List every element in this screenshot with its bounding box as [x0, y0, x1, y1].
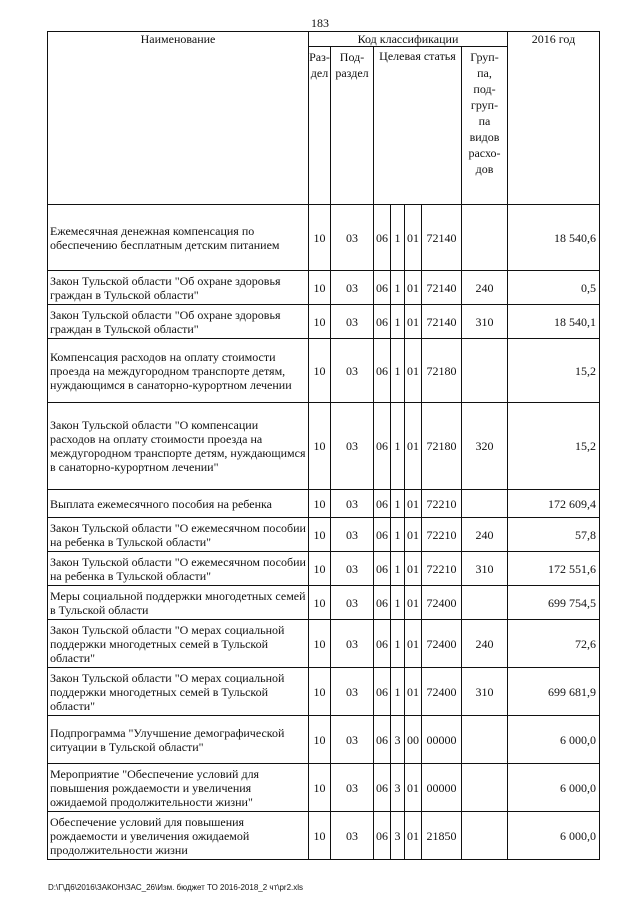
table-row	[48, 812, 600, 860]
cell-vid: 240	[462, 518, 508, 552]
table-row	[48, 518, 600, 552]
cell-vid	[462, 812, 508, 860]
cell-name: Закон Тульской области "Об охране здоровья граждан в Тульской области"	[48, 271, 309, 305]
cell-c3: 01	[405, 586, 422, 620]
cell-c1: 06	[374, 305, 391, 339]
cell-c2: 1	[391, 552, 405, 586]
table-row	[48, 620, 600, 668]
table-row	[48, 205, 600, 271]
cell-amount: 18 540,6	[508, 205, 600, 271]
cell-c4: 72400	[422, 620, 462, 668]
cell-razdel: 10	[309, 271, 331, 305]
cell-vid	[462, 339, 508, 403]
table-row	[48, 764, 600, 812]
cell-amount: 72,6	[508, 620, 600, 668]
cell-c1: 06	[374, 271, 391, 305]
cell-podrazdel: 03	[331, 305, 374, 339]
cell-podrazdel: 03	[331, 716, 374, 764]
cell-c4: 72210	[422, 490, 462, 518]
cell-c4: 72140	[422, 305, 462, 339]
table-row	[48, 339, 600, 403]
cell-vid	[462, 716, 508, 764]
cell-c1: 06	[374, 205, 391, 271]
cell-razdel: 10	[309, 490, 331, 518]
cell-podrazdel: 03	[331, 668, 374, 716]
cell-vid: 320	[462, 403, 508, 490]
cell-podrazdel: 03	[331, 339, 374, 403]
cell-c3: 01	[405, 764, 422, 812]
cell-c2: 1	[391, 668, 405, 716]
cell-c3: 01	[405, 620, 422, 668]
cell-podrazdel: 03	[331, 812, 374, 860]
table-row	[48, 490, 600, 518]
cell-vid: 240	[462, 620, 508, 668]
cell-vid	[462, 764, 508, 812]
table-row	[48, 552, 600, 586]
cell-c1: 06	[374, 403, 391, 490]
cell-name: Выплата ежемесячного пособия на ребенка	[48, 490, 309, 518]
header-year: 2016 год	[508, 32, 600, 205]
cell-vid: 310	[462, 305, 508, 339]
cell-vid	[462, 586, 508, 620]
cell-c1: 06	[374, 518, 391, 552]
cell-c3: 01	[405, 305, 422, 339]
cell-c4: 72210	[422, 518, 462, 552]
cell-amount: 57,8	[508, 518, 600, 552]
cell-c1: 06	[374, 339, 391, 403]
cell-c2: 3	[391, 764, 405, 812]
cell-c1: 06	[374, 764, 391, 812]
table-row	[48, 716, 600, 764]
cell-c4: 72140	[422, 271, 462, 305]
cell-c1: 06	[374, 668, 391, 716]
cell-name: Закон Тульской области "О компенсации расходов на оплату стоимости проезда на междугородном транспорте детям, нуждающимся в санаторно-курортном лечении"	[48, 403, 309, 490]
cell-podrazdel: 03	[331, 205, 374, 271]
cell-name: Закон Тульской области "О ежемесячном пособии на ребенка в Тульской области"	[48, 518, 309, 552]
cell-razdel: 10	[309, 518, 331, 552]
cell-name: Мероприятие "Обеспечение условий для повышения рождаемости и увеличения ожидаемой продолжительности жизни"	[48, 764, 309, 812]
cell-c4: 21850	[422, 812, 462, 860]
cell-c1: 06	[374, 812, 391, 860]
cell-vid: 310	[462, 552, 508, 586]
header-name: Наименование	[48, 32, 309, 205]
cell-c2: 1	[391, 490, 405, 518]
cell-amount: 6 000,0	[508, 764, 600, 812]
cell-amount: 18 540,1	[508, 305, 600, 339]
cell-podrazdel: 03	[331, 586, 374, 620]
cell-c4: 72180	[422, 339, 462, 403]
cell-c4: 72400	[422, 586, 462, 620]
cell-name: Подпрограмма "Улучшение демографической ситуации в Тульской области"	[48, 716, 309, 764]
cell-c3: 01	[405, 271, 422, 305]
page-number: 183	[311, 16, 329, 30]
cell-name: Закон Тульской области "О мерах социальной поддержки многодетных семей в Тульской области"	[48, 620, 309, 668]
cell-vid	[462, 490, 508, 518]
cell-c4: 72210	[422, 552, 462, 586]
cell-c4: 00000	[422, 716, 462, 764]
cell-c2: 1	[391, 586, 405, 620]
cell-c1: 06	[374, 586, 391, 620]
table-row	[48, 305, 600, 339]
cell-name: Закон Тульской области "О мерах социальной поддержки многодетных семей в Тульской области"	[48, 668, 309, 716]
cell-podrazdel: 03	[331, 518, 374, 552]
cell-c3: 01	[405, 205, 422, 271]
cell-c4: 72140	[422, 205, 462, 271]
cell-c3: 00	[405, 716, 422, 764]
cell-razdel: 10	[309, 812, 331, 860]
table-row	[48, 271, 600, 305]
cell-vid	[462, 205, 508, 271]
cell-c2: 3	[391, 812, 405, 860]
cell-c4: 72180	[422, 403, 462, 490]
cell-c2: 1	[391, 620, 405, 668]
cell-podrazdel: 03	[331, 490, 374, 518]
cell-vid: 240	[462, 271, 508, 305]
cell-amount: 172 609,4	[508, 490, 600, 518]
cell-c2: 1	[391, 305, 405, 339]
cell-razdel: 10	[309, 305, 331, 339]
cell-razdel: 10	[309, 764, 331, 812]
cell-razdel: 10	[309, 620, 331, 668]
cell-vid: 310	[462, 668, 508, 716]
cell-name: Закон Тульской области "О ежемесячном пособии на ребенка в Тульской области"	[48, 552, 309, 586]
table-row	[48, 668, 600, 716]
cell-c3: 01	[405, 518, 422, 552]
cell-razdel: 10	[309, 205, 331, 271]
cell-podrazdel: 03	[331, 764, 374, 812]
cell-c1: 06	[374, 552, 391, 586]
cell-podrazdel: 03	[331, 620, 374, 668]
cell-c1: 06	[374, 620, 391, 668]
cell-razdel: 10	[309, 586, 331, 620]
cell-amount: 15,2	[508, 339, 600, 403]
cell-razdel: 10	[309, 403, 331, 490]
cell-podrazdel: 03	[331, 403, 374, 490]
file-path-footer: D:\Г\Д6\2016\ЗАКОН\ЗАС_26\Изм. бюджет ТО 2016-2018_2 чт\pr2.xls	[48, 883, 304, 892]
cell-razdel: 10	[309, 339, 331, 403]
cell-podrazdel: 03	[331, 271, 374, 305]
cell-razdel: 10	[309, 716, 331, 764]
cell-amount: 172 551,6	[508, 552, 600, 586]
cell-c3: 01	[405, 339, 422, 403]
cell-podrazdel: 03	[331, 552, 374, 586]
cell-c2: 1	[391, 403, 405, 490]
cell-amount: 699 681,9	[508, 668, 600, 716]
cell-c4: 72400	[422, 668, 462, 716]
cell-name: Компенсация расходов на оплату стоимости проезда на междугородном транспорте детям, нуждающимся в санаторно-курортном лечении	[48, 339, 309, 403]
cell-c4: 00000	[422, 764, 462, 812]
cell-name: Ежемесячная денежная компенсация по обеспечению бесплатным детским питанием	[48, 205, 309, 271]
cell-amount: 15,2	[508, 403, 600, 490]
cell-c2: 1	[391, 205, 405, 271]
cell-razdel: 10	[309, 668, 331, 716]
cell-c1: 06	[374, 716, 391, 764]
cell-amount: 6 000,0	[508, 812, 600, 860]
header-group: Груп- па, под- груп- па видов расхо- дов	[462, 47, 508, 205]
header-code: Код классификации	[309, 32, 508, 47]
table-body	[48, 205, 600, 860]
cell-name: Закон Тульской области "Об охране здоровья граждан в Тульской области"	[48, 305, 309, 339]
cell-c2: 1	[391, 271, 405, 305]
cell-c3: 01	[405, 403, 422, 490]
cell-name: Обеспечение условий для повышения рождаемости и увеличения ожидаемой продолжительности жизни	[48, 812, 309, 860]
cell-c2: 3	[391, 716, 405, 764]
cell-amount: 0,5	[508, 271, 600, 305]
table-row	[48, 586, 600, 620]
cell-amount: 699 754,5	[508, 586, 600, 620]
cell-c1: 06	[374, 490, 391, 518]
cell-c3: 01	[405, 552, 422, 586]
cell-c2: 1	[391, 518, 405, 552]
table-row	[48, 403, 600, 490]
cell-name: Меры социальной поддержки многодетных семей в Тульской области	[48, 586, 309, 620]
cell-c2: 1	[391, 339, 405, 403]
header-subsection: Под- раздел	[331, 47, 374, 205]
header-section: Раз- дел	[309, 47, 331, 205]
cell-c3: 01	[405, 668, 422, 716]
cell-amount: 6 000,0	[508, 716, 600, 764]
cell-c3: 01	[405, 490, 422, 518]
cell-razdel: 10	[309, 552, 331, 586]
cell-c3: 01	[405, 812, 422, 860]
budget-table	[47, 31, 600, 860]
header-target: Целевая статья	[374, 47, 462, 205]
